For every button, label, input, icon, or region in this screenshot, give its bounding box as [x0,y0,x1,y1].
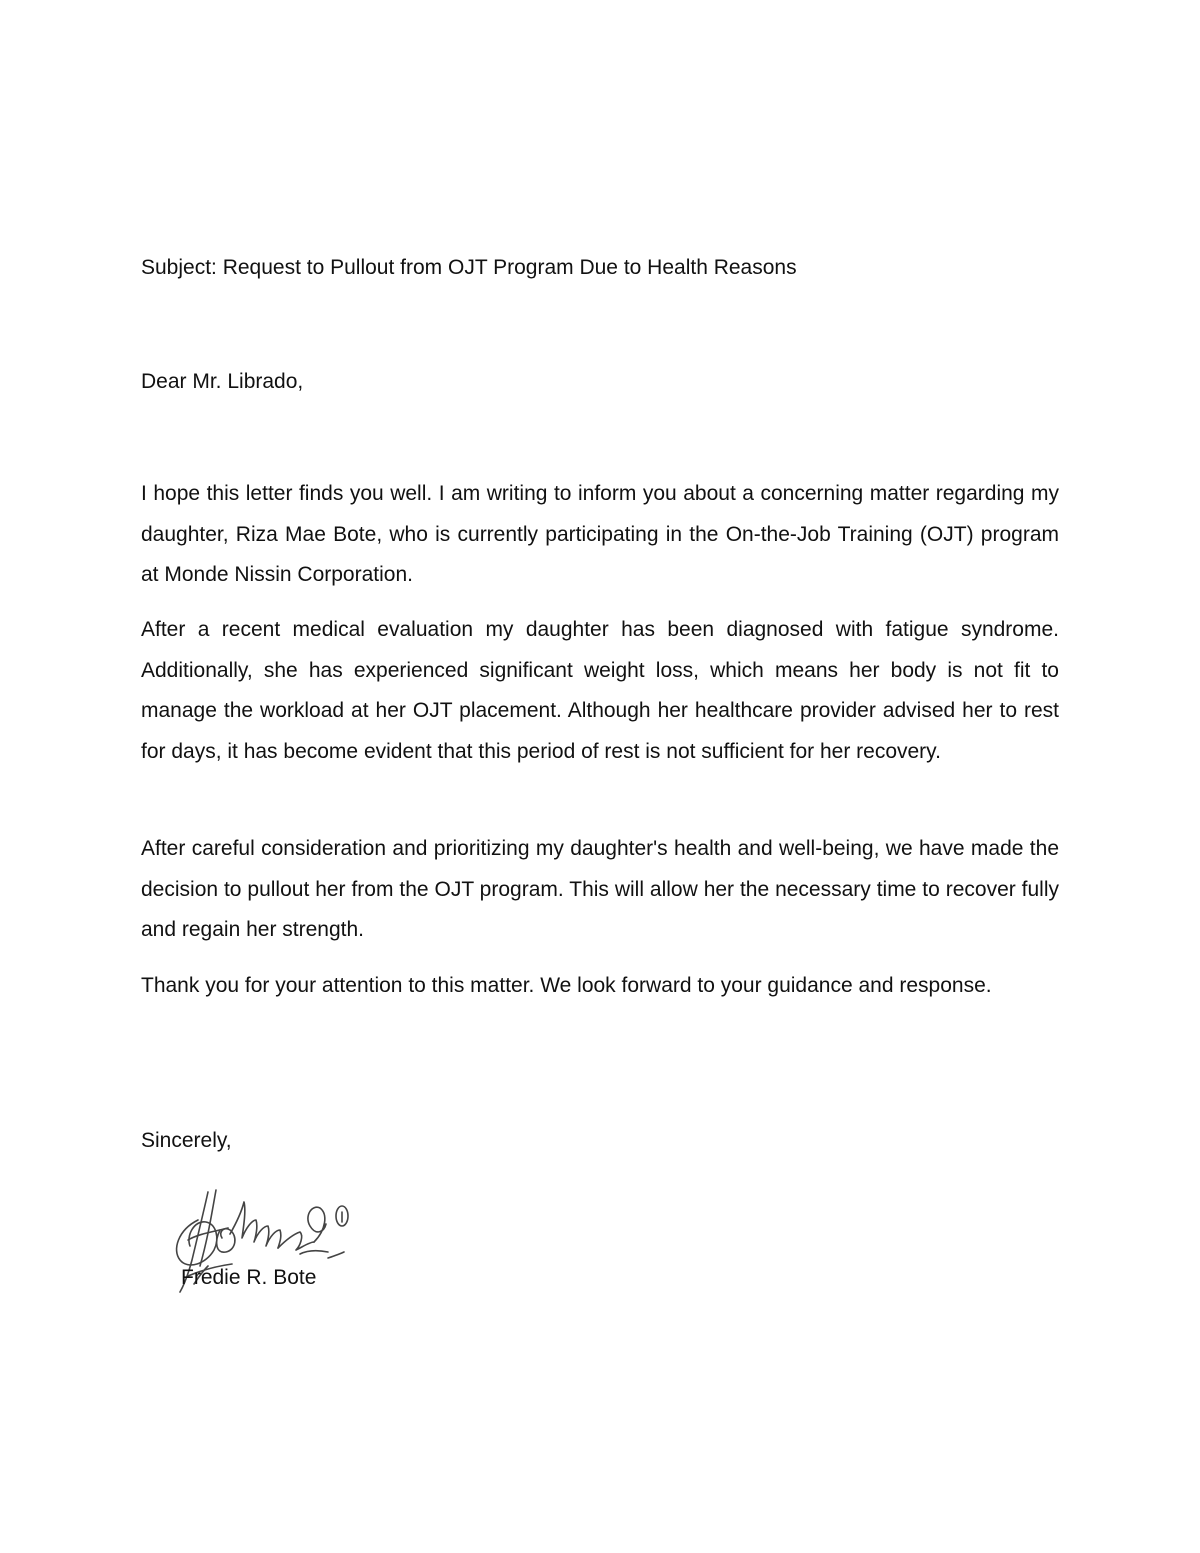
letter-paragraph: Thank you for your attention to this matter. We look forward to your guidance and response. [141,974,992,997]
letter-salutation: Dear Mr. Librado, [141,370,304,393]
letter-paragraph: After a recent medical evaluation my daughter has been diagnosed with fatigue syndrome. Additionally, she has experienced significant weight loss, which means her body is not fit to manage the workload at her OJT placement. Although her healthcare provider advised her to rest for days, it has become evident that this period of rest is not sufficient for her recovery. [141,618,1059,763]
letter-paragraph: I hope this letter finds you well. I am writing to inform you about a concerning matter regarding my daughter, Riza Mae Bote, who is currently participating in the On-the-Job Training (OJT) program at Monde Nissin Corporation. [141,482,1059,586]
signer-name: Fredie R. Bote [181,1266,317,1289]
letter-paragraph: After careful consideration and prioritizing my daughter's health and well-being, we have made the decision to pullout her from the OJT program. This will allow her the necessary time to recover fully and regain her strength. [141,837,1059,941]
letter-closing: Sincerely, [141,1129,232,1152]
letter-subject: Subject: Request to Pullout from OJT Program Due to Health Reasons [141,256,797,279]
